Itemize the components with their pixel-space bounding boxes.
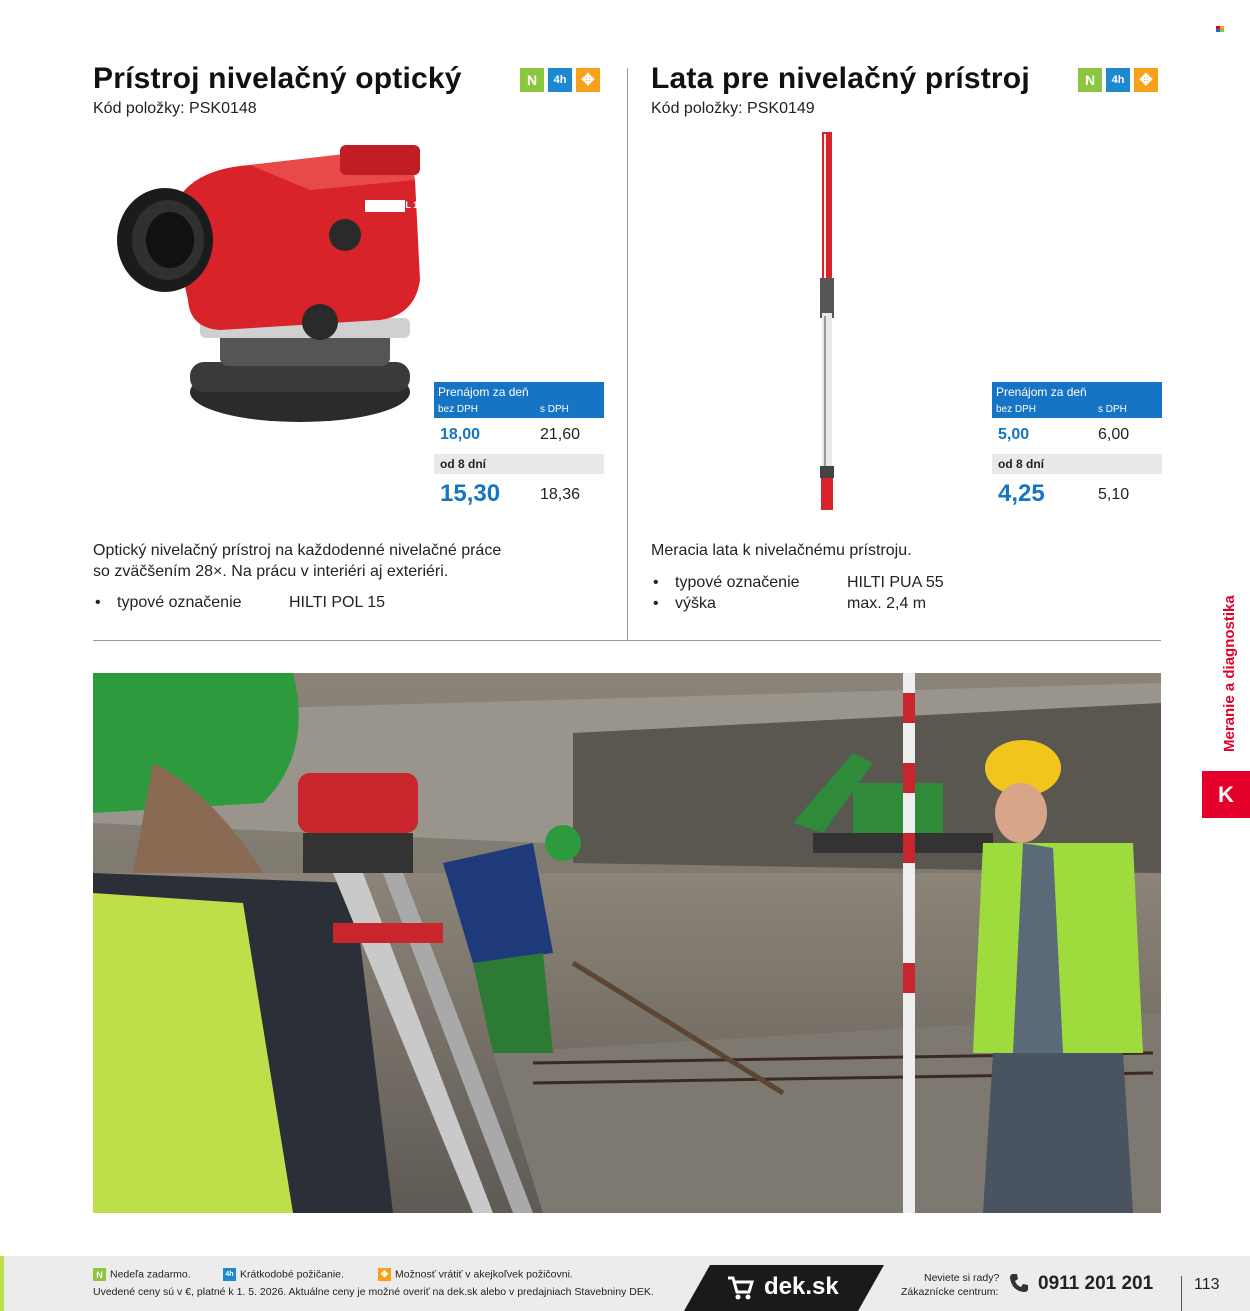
help-label: Zákaznícke centrum:	[901, 1286, 999, 1298]
spec-item	[653, 572, 1153, 593]
price-row	[434, 418, 604, 454]
description-line: so zväčšením 28×. Na prácu v interiéri aj exteriéri.	[93, 563, 449, 580]
page-number: 113	[1194, 1276, 1220, 1293]
price-bez-dph: 5,00	[998, 426, 1030, 443]
construction-site-photo	[93, 673, 1161, 1213]
price-header	[992, 382, 1162, 418]
legend-return	[378, 1268, 573, 1281]
od-8-dni-label: od 8 dní	[440, 457, 486, 471]
spec-item	[95, 592, 595, 613]
legend-return-text: Možnosť vrátiť v akejkoľvek požičovni.	[395, 1268, 573, 1281]
optical-level-image	[110, 130, 440, 430]
price8-row	[434, 474, 604, 514]
price-bez-dph: 18,00	[440, 426, 481, 443]
sunday-free-icon: N	[520, 68, 544, 92]
return-anywhere-icon: ✥	[378, 1268, 391, 1281]
return-anywhere-icon: ✥	[1134, 68, 1158, 92]
bullet-icon: •	[653, 574, 659, 591]
product-description	[93, 540, 593, 582]
product-title: Lata pre nivelačný prístroj	[651, 62, 1030, 95]
col-bez-dph: bez DPH	[996, 404, 1037, 415]
spec-list	[95, 592, 595, 613]
legend-short-term-text: Krátkodobé požičanie.	[240, 1268, 344, 1281]
spec-list	[653, 572, 1153, 614]
price-box	[434, 382, 604, 514]
cart-icon	[726, 1274, 754, 1302]
page-divider	[1181, 1276, 1182, 1311]
spec-value: HILTI POL 15	[289, 594, 386, 611]
phone-icon	[1008, 1272, 1030, 1294]
leveling-staff-image	[808, 128, 848, 514]
section-tab: K	[1202, 771, 1250, 818]
legend-short-term	[223, 1268, 344, 1281]
price-row	[992, 418, 1162, 454]
corner-logo-icon	[1216, 26, 1225, 33]
legend-sunday-text: Nedeľa zadarmo.	[110, 1268, 191, 1281]
price-box	[992, 382, 1162, 514]
description-line: Meracia lata k nivelačnému prístroju.	[651, 542, 912, 559]
price-header-title: Prenájom za deň	[438, 385, 529, 399]
short-term-icon: 4h	[548, 68, 572, 92]
description-line: Optický nivelačný prístroj na každodenné nivelačné práce	[93, 542, 502, 559]
bullet-icon: •	[653, 595, 659, 612]
price8-s-dph: 18,36	[540, 486, 581, 503]
spec-key: výška	[675, 595, 716, 612]
price-s-dph: 6,00	[1098, 426, 1130, 443]
short-term-icon: 4h	[223, 1268, 236, 1281]
spec-value: HILTI PUA 55	[847, 574, 944, 591]
col-bez-dph: bez DPH	[438, 404, 479, 415]
bullet-icon: •	[95, 594, 101, 611]
site-link[interactable]: dek.sk	[764, 1273, 839, 1300]
footer-accent	[0, 1256, 4, 1311]
product-description	[651, 540, 1151, 561]
price-s-dph: 21,60	[540, 426, 581, 443]
service-badges	[520, 68, 600, 92]
section-label: Meranie a diagnostika	[1221, 595, 1238, 752]
price8-s-dph: 5,10	[1098, 486, 1130, 503]
column-divider	[627, 68, 628, 640]
spec-key: typové označenie	[675, 574, 800, 591]
price8-bez-dph: 15,30	[440, 480, 501, 507]
phone-number[interactable]: 0911 201 201	[1038, 1273, 1154, 1294]
col-s-dph: s DPH	[1098, 404, 1127, 415]
short-term-icon: 4h	[1106, 68, 1130, 92]
price-header-title: Prenájom za deň	[996, 385, 1087, 399]
price8-bez-dph: 4,25	[998, 480, 1045, 507]
product-code: Kód položky: PSK0148	[93, 100, 257, 117]
price-note: Uvedené ceny sú v €, platné k 1. 5. 2026. Aktuálne ceny je možné overiť na dek.sk alebo v predajniach Stavebniny DEK.	[93, 1286, 654, 1298]
service-badges	[1078, 68, 1158, 92]
price-header	[434, 382, 604, 418]
spec-item	[653, 593, 1153, 614]
brand-label: HILTI POL 15	[368, 200, 424, 210]
product-code: Kód položky: PSK0149	[651, 100, 815, 117]
section-rule	[93, 640, 1161, 641]
price8-row	[992, 474, 1162, 514]
od-8-dni-label: od 8 dní	[998, 457, 1044, 471]
col-s-dph: s DPH	[540, 404, 569, 415]
spec-key: typové označenie	[117, 594, 242, 611]
sunday-free-icon: N	[93, 1268, 106, 1281]
product-title: Prístroj nivelačný optický	[93, 62, 462, 95]
od-8-dni-row	[434, 454, 604, 474]
sunday-free-icon: N	[1078, 68, 1102, 92]
legend-sunday	[93, 1268, 191, 1281]
return-anywhere-icon: ✥	[576, 68, 600, 92]
spec-value: max. 2,4 m	[847, 595, 927, 612]
help-question: Neviete si rady?	[924, 1272, 1000, 1284]
od-8-dni-row	[992, 454, 1162, 474]
